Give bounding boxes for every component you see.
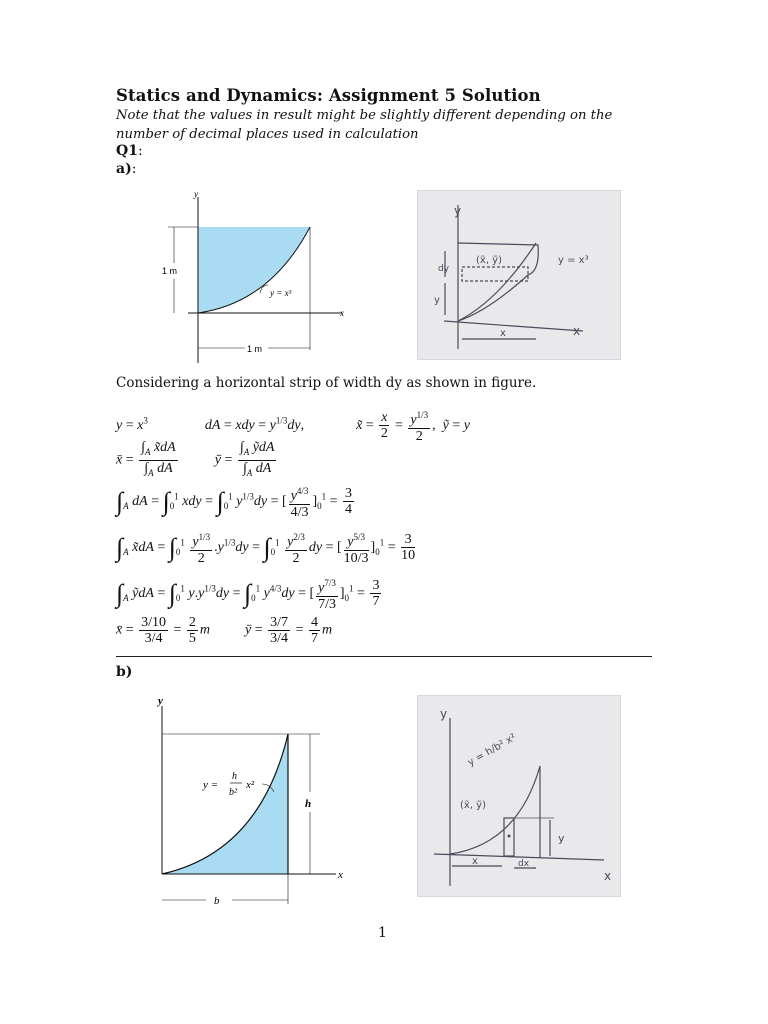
- fig-b-width-label: b: [214, 895, 220, 907]
- figure-b-diagram: [150, 692, 350, 907]
- fig-b-curve-x2: x²: [246, 779, 255, 791]
- fig-b-height-label: h: [305, 798, 312, 810]
- section-divider: [116, 656, 652, 657]
- photo-b-y-axis: y: [440, 707, 448, 721]
- fig-a-width-label: 1 m: [247, 344, 263, 354]
- equation-line-5: $\int_A$ ỹdA = $\int_0^1$ $y.y^{1/3}dy = \int_0^1$ $y^{4/3}dy$ = [ $\frac{y^{7/3}}{7/3}$ ]$_0^1$ = $\frac{3}{7}$: [116, 578, 380, 612]
- equation-line-6: x̄ = $\frac{3/10}{3/4}$ = $\frac{2}{5}$ m ȳ = $\frac{3/7}{3/4}$ = $\frac{4}{7}$ m: [116, 615, 333, 646]
- fig-b-x-axis: x: [338, 869, 343, 881]
- photo-a-y-axis: y: [454, 204, 462, 218]
- photo-b-dx: dx: [518, 859, 530, 869]
- photo-a: [417, 190, 621, 360]
- part-b-label: b): [116, 664, 133, 680]
- equation-line-3: $\int_A$ dA = $\int_0^1$ xdy = $\int_0^1$ $y^{1/3}dy$ = [ $\frac{y^{4/3}}{4/3}$ ]$_0^1$ = $\frac{3}{4}$: [116, 486, 353, 520]
- photo-a-sketch: [418, 191, 620, 359]
- photo-a-dy: dy: [438, 264, 450, 274]
- photo-a-centroid: (x̃, ỹ): [476, 255, 502, 266]
- strip-description: Considering a horizontal strip of width dy as shown in figure.: [116, 375, 537, 391]
- photo-a-x-axis: x: [573, 324, 581, 338]
- part-a-label: a):: [116, 161, 137, 177]
- page-title: Statics and Dynamics: Assignment 5 Solution: [116, 86, 541, 105]
- photo-b-curve: y = h/b² x²: [466, 732, 519, 769]
- fig-b-y-axis: y: [158, 695, 163, 707]
- equation-line-2: x̄ = $\frac{\int_A x̃dA}{\int_A dA}$ ȳ = $\frac{\int_A ỹdA}{\int_A dA}$: [116, 440, 275, 478]
- fig-b-curve-y: y =: [203, 779, 219, 791]
- fig-a-height-label: 1 m: [162, 266, 178, 276]
- photo-a-x-dim: x: [500, 328, 506, 339]
- fig-a-y-axis: y: [194, 189, 198, 199]
- photo-b-x-dim: x: [472, 856, 478, 867]
- fig-b-curve-h: h: [232, 771, 237, 782]
- equation-line-4: $\int_A$ x̃dA = $\int_0^1$ $\frac{y^{1/3}}{2}$ $.y^{1/3}dy = \int_0^1$ $\frac{y^{2/3}}{2}$ dy = [ $\frac{y^{5/3}}{10/3}$ ]$_0^1$ = $\frac{3}{10}$: [116, 532, 416, 566]
- photo-a-y-dim: y: [434, 295, 440, 306]
- fig-a-curve-label: y = x³: [270, 288, 292, 298]
- photo-b-centroid: (x̃, ỹ): [460, 800, 486, 811]
- note-text: Note that the values in result might be slightly different depending on the number of decimal places used in calculation: [116, 108, 613, 142]
- figure-a-diagram: [150, 185, 350, 365]
- photo-b-y-dim: y: [558, 832, 565, 845]
- photo-b-x-axis: x: [604, 869, 612, 883]
- photo-b-sketch: [418, 696, 620, 896]
- fig-b-curve-b2: b²: [229, 787, 237, 798]
- photo-a-curve: y = x³: [558, 255, 589, 266]
- fig-a-x-axis: x: [340, 308, 344, 318]
- equation-line-1: $y = x^3$ dA = xdy = $y^{1/3}dy$, x̃ = $\frac{x}{2}$ = $\frac{y^{1/3}}{2}$ , ỹ = y: [116, 410, 470, 444]
- photo-b: [417, 695, 621, 897]
- page-number: 1: [378, 925, 387, 941]
- question-label: Q1:: [116, 143, 143, 159]
